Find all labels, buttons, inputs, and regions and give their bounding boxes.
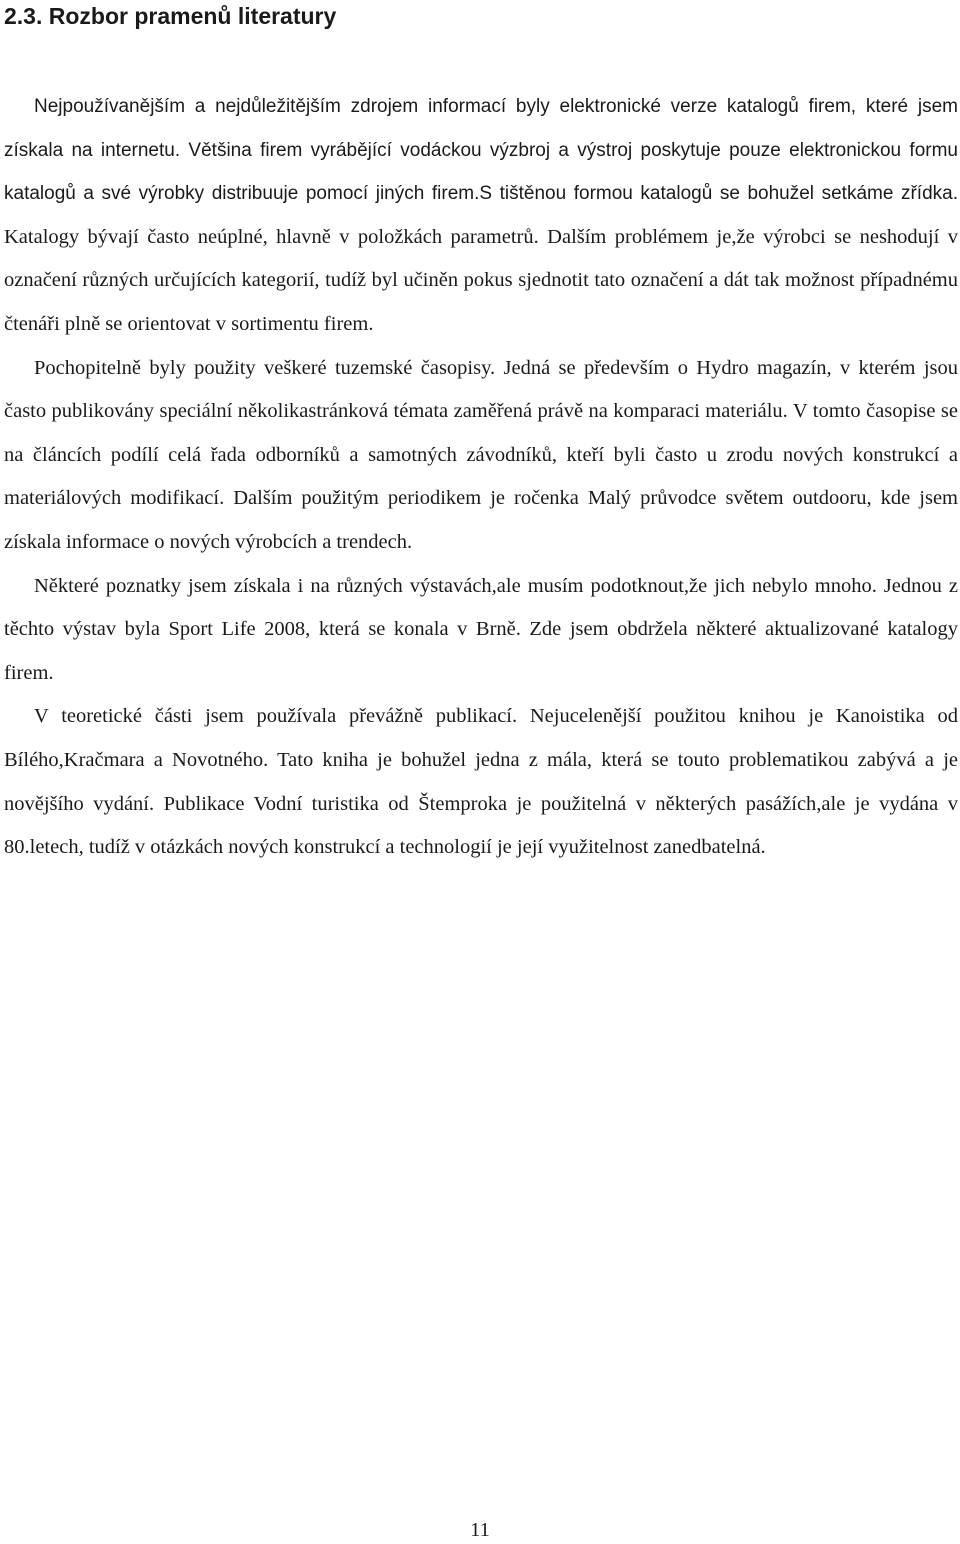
paragraph-sources-publications: V teoretické části jsem používala převážně publikací. Nejucelenější použitou knihou je Kanoistika od Bílého,Kračmara a Novotného. Tato kniha je bohužel jedna z mála, která se touto problematikou zabývá a je novějšího vydání. Publikace Vodní turistika od Štemproka je použitelná v některých pasážích,ale je vydána v 80.letech, tudíž v otázkách nových konstrukcí a technologií je její využitelnost zanedbatelná. xyxy=(4,705,958,859)
paragraph-sources-catalogs xyxy=(4,85,958,347)
paragraph-sources-magazines: Pochopitelně byly použity veškeré tuzemské časopisy. Jedná se především o Hydro magazín, v kterém jsou často publikovány speciální několikastránková témata zaměřená právě na komparaci materiálu. V tomto časopise se na článcích podílí celá řada odborníků a samotných závodníků, kteří byli často u zrodu nových konstrukcí a materiálových modifikací. Dalším použitým periodikem je ročenka Malý průvodce světem outdooru, kde jsem získala informace o nových výrobcích a trendech. xyxy=(4,356,958,553)
body-text xyxy=(4,85,958,870)
paragraph-sources-exhibitions: Některé poznatky jsem získala i na různých výstavách,ale musím podotknout,že jich nebylo mnoho. Jednou z těchto výstav byla Sport Life 2008, která se konala v Brně. Zde jsem obdržela některé aktualizované katalogy firem. xyxy=(4,574,958,684)
page-number: 11 xyxy=(470,1519,490,1541)
section-heading: 2.3. Rozbor pramenů literatury xyxy=(4,3,337,29)
paragraph-part-serif: Katalogy bývají často neúplné, hlavně v položkách parametrů. Dalším problémem je,že výrobci se neshodují v označení různých určujících kategorií, tudíž byl učiněn pokus sjednotit tato označení a dát tak možnost případnému čtenáři plně se orientovat v sortimentu firem. xyxy=(4,225,958,335)
paragraph-part-sans: Nejpoužívanějším a nejdůležitějším zdrojem informací byly elektronické verze katalogů firem, které jsem získala na internetu. Většina firem vyrábějící vodáckou výzbroj a výstroj poskytuje pouze elektronickou formu katalogů a své výrobky distribuuje pomocí jiných firem.S tištěnou formou katalogů se bohužel setkáme zřídka. xyxy=(4,96,958,205)
